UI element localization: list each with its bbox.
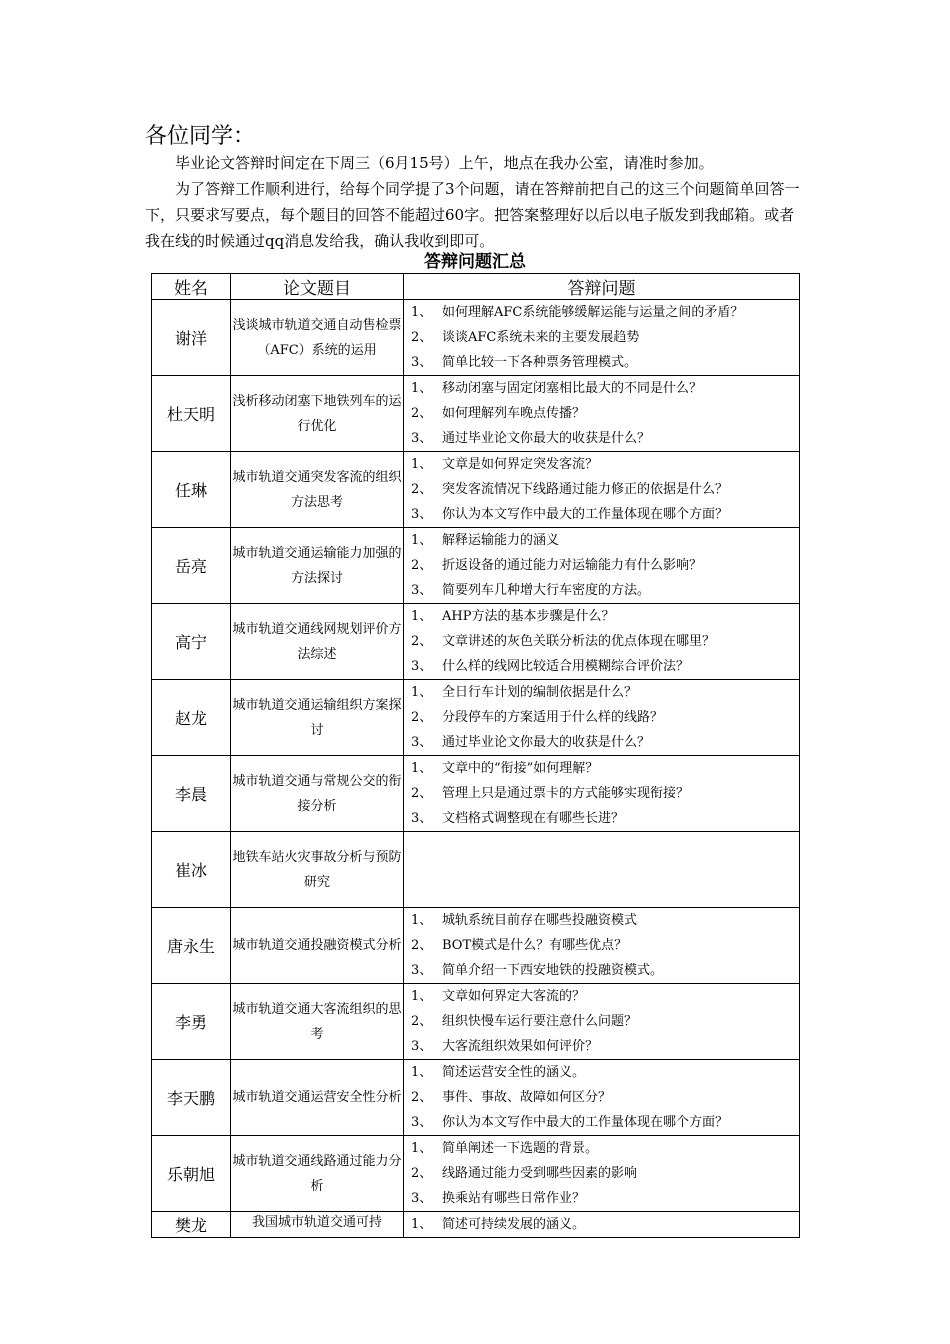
question-item xyxy=(404,1060,799,1085)
question-item xyxy=(404,958,799,983)
question-text: 折返设备的通过能力对运输能力有什么影响？ xyxy=(442,558,703,573)
question-text: 分段停车的方案适用于什么样的线路？ xyxy=(442,710,664,725)
question-text: 简单比较一下各种票务管理模式。 xyxy=(442,355,638,370)
student-name: 唐永生 xyxy=(152,908,231,984)
question-item xyxy=(404,1034,799,1059)
question-number: 3、 xyxy=(411,583,433,598)
question-item xyxy=(404,604,799,629)
thesis-topic: 城市轨道交通投融资模式分析 xyxy=(231,908,404,984)
thesis-topic: 城市轨道交通运营安全性分析 xyxy=(231,1060,404,1136)
question-text: 谈谈AFC系统未来的主要发展趋势 xyxy=(442,330,640,345)
question-item xyxy=(404,908,799,933)
thesis-topic: 地铁车站火灾事故分析与预防研究 xyxy=(231,832,404,908)
question-item xyxy=(404,629,799,654)
question-number: 3、 xyxy=(411,431,433,446)
question-number: 1、 xyxy=(411,761,433,776)
table-title: 答辩问题汇总 xyxy=(424,252,526,272)
question-number: 1、 xyxy=(411,685,433,700)
question-text: AHP方法的基本步骤是什么？ xyxy=(442,609,615,624)
question-item xyxy=(404,933,799,958)
question-number: 2、 xyxy=(411,938,433,953)
question-number: 1、 xyxy=(411,1141,433,1156)
question-text: 全日行车计划的编制依据是什么？ xyxy=(442,685,638,700)
question-number: 2、 xyxy=(411,1014,433,1029)
table-row xyxy=(152,1060,800,1136)
defense-questions-cell xyxy=(404,376,800,452)
question-number: 1、 xyxy=(411,1065,433,1080)
question-item xyxy=(404,578,799,603)
question-item xyxy=(404,1161,799,1186)
defense-questions-table xyxy=(151,273,800,1238)
student-name: 岳亮 xyxy=(152,528,231,604)
question-text: 城轨系统目前存在哪些投融资模式 xyxy=(442,913,638,928)
question-number: 2、 xyxy=(411,1166,433,1181)
question-text: 文章如何界定大客流的？ xyxy=(442,989,586,1004)
question-number: 3、 xyxy=(411,1115,433,1130)
student-name: 李天鹏 xyxy=(152,1060,231,1136)
thesis-topic: 城市轨道交通线网规划评价方法综述 xyxy=(231,604,404,680)
question-item xyxy=(404,1085,799,1110)
question-text: 管理上只是通过票卡的方式能够实现衔接？ xyxy=(442,786,690,801)
question-item xyxy=(404,376,799,401)
defense-questions-cell xyxy=(404,604,800,680)
defense-questions-cell xyxy=(404,452,800,528)
question-text: 突发客流情况下线路通过能力修正的依据是什么？ xyxy=(442,482,729,497)
student-name: 李勇 xyxy=(152,984,231,1060)
question-number: 3、 xyxy=(411,1191,433,1206)
question-item xyxy=(404,350,799,375)
header-questions: 答辩问题 xyxy=(404,274,800,300)
defense-questions-cell xyxy=(404,832,800,908)
thesis-topic: 城市轨道交通运输能力加强的方法探讨 xyxy=(231,528,404,604)
header-name: 姓名 xyxy=(152,274,231,300)
greeting: 各位同学： xyxy=(145,124,256,149)
question-item xyxy=(404,654,799,679)
question-item xyxy=(404,502,799,527)
defense-questions-cell xyxy=(404,1060,800,1136)
question-number: 1、 xyxy=(411,913,433,928)
question-text: 解释运输能力的涵义 xyxy=(442,533,560,548)
question-text: 简单阐述一下选题的背景。 xyxy=(442,1141,599,1156)
question-text: 组织快慢车运行要注意什么问题？ xyxy=(442,1014,638,1029)
question-item xyxy=(404,300,799,325)
defense-questions-cell xyxy=(404,1136,800,1212)
question-text: 简单介绍一下西安地铁的投融资模式。 xyxy=(442,963,664,978)
question-number: 3、 xyxy=(411,1039,433,1054)
question-text: 你认为本文写作中最大的工作量体现在哪个方面？ xyxy=(442,1115,729,1130)
question-number: 2、 xyxy=(411,330,433,345)
question-number: 1、 xyxy=(411,381,433,396)
question-text: 通过毕业论文你最大的收获是什么？ xyxy=(442,735,651,750)
question-number: 1、 xyxy=(411,609,433,624)
question-number: 1、 xyxy=(411,1217,433,1232)
defense-questions-cell xyxy=(404,908,800,984)
question-text: 移动闭塞与固定闭塞相比最大的不同是什么？ xyxy=(442,381,703,396)
question-text: 你认为本文写作中最大的工作量体现在哪个方面？ xyxy=(442,507,729,522)
question-number: 1、 xyxy=(411,989,433,1004)
question-item xyxy=(404,984,799,1009)
question-text: 大客流组织效果如何评价？ xyxy=(442,1039,599,1054)
question-item xyxy=(404,1186,799,1211)
table-row xyxy=(152,528,800,604)
student-name: 杜天明 xyxy=(152,376,231,452)
question-number: 2、 xyxy=(411,1090,433,1105)
thesis-topic: 浅析移动闭塞下地铁列车的运行优化 xyxy=(231,376,404,452)
student-name: 赵龙 xyxy=(152,680,231,756)
question-number: 1、 xyxy=(411,305,433,320)
question-number: 3、 xyxy=(411,507,433,522)
table-row xyxy=(152,984,800,1060)
question-text: 通过毕业论文你最大的收获是什么？ xyxy=(442,431,651,446)
table-row xyxy=(152,1136,800,1212)
question-text: 线路通过能力受到哪些因素的影响 xyxy=(442,1166,638,1181)
question-item xyxy=(404,553,799,578)
student-name: 崔冰 xyxy=(152,832,231,908)
question-number: 2、 xyxy=(411,482,433,497)
question-item xyxy=(404,528,799,553)
question-item xyxy=(404,1110,799,1135)
question-text: BOT模式是什么？有哪些优点？ xyxy=(442,938,628,953)
question-text: 换乘站有哪些日常作业？ xyxy=(442,1191,586,1206)
defense-questions-cell xyxy=(404,1212,800,1238)
question-number: 1、 xyxy=(411,457,433,472)
defense-questions-cell xyxy=(404,756,800,832)
question-text: 如何理解列车晚点传播？ xyxy=(442,406,586,421)
question-number: 1、 xyxy=(411,533,433,548)
question-number: 3、 xyxy=(411,659,433,674)
question-item xyxy=(404,1009,799,1034)
student-name: 樊龙 xyxy=(152,1212,231,1238)
student-name: 谢洋 xyxy=(152,300,231,376)
question-number: 3、 xyxy=(411,355,433,370)
thesis-topic: 城市轨道交通大客流组织的思考 xyxy=(231,984,404,1060)
question-text: 文章中的“衔接”如何理解？ xyxy=(442,761,599,776)
question-item xyxy=(404,401,799,426)
notice-paragraph-instructions: 为了答辩工作顺利进行，给每个同学提了3个问题，请在答辩前把自己的这三个问题简单回答一下，只要求写要点，每个题目的回答不能超过60字。把答案整理好以后以电子版发到我邮箱。或者我在线的时候通过qq消息发给我，确认我收到即可。 xyxy=(145,180,800,250)
question-item xyxy=(404,756,799,781)
table-body xyxy=(152,300,800,1238)
student-name: 高宁 xyxy=(152,604,231,680)
question-text: 文档格式调整现在有哪些长进？ xyxy=(442,811,625,826)
question-text: 文章是如何界定突发客流？ xyxy=(442,457,599,472)
question-number: 3、 xyxy=(411,735,433,750)
question-item xyxy=(404,325,799,350)
thesis-topic: 城市轨道交通与常规公交的衔接分析 xyxy=(231,756,404,832)
defense-questions-cell xyxy=(404,984,800,1060)
question-text: 如何理解AFC系统能够缓解运能与运量之间的矛盾？ xyxy=(442,305,744,320)
question-item xyxy=(404,477,799,502)
question-text: 事件、事故、故障如何区分？ xyxy=(442,1090,612,1105)
question-text: 简述运营安全性的涵义。 xyxy=(442,1065,586,1080)
header-topic: 论文题目 xyxy=(231,274,404,300)
question-text: 文章讲述的灰色关联分析法的优点体现在哪里？ xyxy=(442,634,716,649)
question-number: 2、 xyxy=(411,406,433,421)
question-number: 2、 xyxy=(411,710,433,725)
question-text: 什么样的线网比较适合用模糊综合评价法？ xyxy=(442,659,690,674)
thesis-topic: 城市轨道交通突发客流的组织方法思考 xyxy=(231,452,404,528)
table-row xyxy=(152,756,800,832)
question-number: 3、 xyxy=(411,811,433,826)
defense-questions-cell xyxy=(404,528,800,604)
question-item xyxy=(404,1136,799,1161)
table-row xyxy=(152,452,800,528)
student-name: 李晨 xyxy=(152,756,231,832)
thesis-topic: 城市轨道交通运输组织方案探讨 xyxy=(231,680,404,756)
question-text: 简述可持续发展的涵义。 xyxy=(442,1217,586,1232)
question-item xyxy=(404,730,799,755)
question-number: 2、 xyxy=(411,786,433,801)
table-row xyxy=(152,1212,800,1238)
question-item xyxy=(404,680,799,705)
question-item xyxy=(404,1212,799,1237)
question-item xyxy=(404,806,799,831)
question-number: 2、 xyxy=(411,558,433,573)
question-item xyxy=(404,705,799,730)
question-text: 简要列车几种增大行车密度的方法。 xyxy=(442,583,651,598)
table-row xyxy=(152,300,800,376)
defense-questions-cell xyxy=(404,680,800,756)
thesis-topic: 我国城市轨道交通可持 xyxy=(231,1212,404,1238)
notice-paragraph-time: 毕业论文答辩时间定在下周三（6月15号）上午，地点在我办公室，请准时参加。 xyxy=(175,154,714,172)
question-item xyxy=(404,452,799,477)
table-header-row xyxy=(152,274,800,300)
question-number: 2、 xyxy=(411,634,433,649)
student-name: 任琳 xyxy=(152,452,231,528)
table-row xyxy=(152,908,800,984)
thesis-topic: 浅谈城市轨道交通自动售检票（AFC）系统的运用 xyxy=(231,300,404,376)
table-row xyxy=(152,604,800,680)
question-item xyxy=(404,781,799,806)
student-name: 乐朝旭 xyxy=(152,1136,231,1212)
question-number: 3、 xyxy=(411,963,433,978)
table-row xyxy=(152,832,800,908)
thesis-topic: 城市轨道交通线路通过能力分析 xyxy=(231,1136,404,1212)
defense-questions-cell xyxy=(404,300,800,376)
question-item xyxy=(404,426,799,451)
table-row xyxy=(152,680,800,756)
table-row xyxy=(152,376,800,452)
